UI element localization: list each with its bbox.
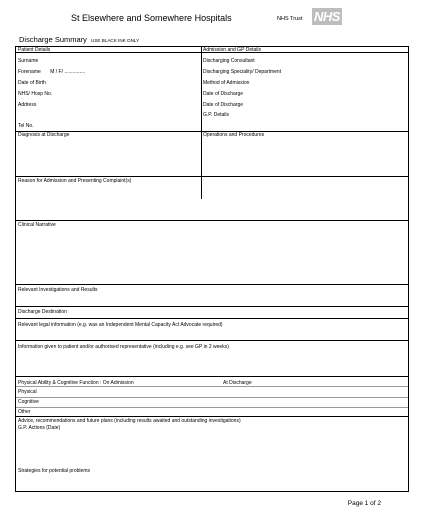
discharge-date-label: Date of Discharge: [203, 102, 244, 108]
form-divider: [16, 407, 408, 408]
diagnosis-label: Diagnosis at Discharge: [18, 132, 70, 138]
nhs-logo: NHS: [312, 8, 342, 25]
dob-label: Date of Birth: [18, 80, 46, 86]
address-label: Address: [18, 102, 37, 108]
admission-date-label: Date of Discharge: [203, 91, 244, 97]
specialty-label: Discharging Speciality/ Department: [203, 69, 282, 75]
form-divider: [16, 376, 408, 377]
reason-label: Reason for Admission and Presenting Complaint(s): [18, 178, 132, 184]
form-divider: [16, 397, 408, 398]
legal-info-label: Relevant legal information (e.g. was an Independent Mental Capacity Act Advocate required): [18, 322, 223, 328]
form-divider: [16, 416, 408, 417]
narrative-label: Clinical Narrative: [18, 222, 56, 228]
ability-label: Physical Ability & Cognitive Function : On Admission: [18, 380, 134, 386]
form-divider: [16, 318, 408, 319]
gp-details-label: G.P. Details: [203, 112, 230, 118]
document-title: [19, 35, 139, 44]
investigations-label: Relevant Investigations and Results: [18, 287, 98, 293]
cognitive-label: Cognitive: [18, 399, 39, 405]
sex-field: M / F/ ...............: [50, 69, 86, 75]
advice-label: Advice, recommendations and future plans (including results awaited and outstanding investigations): [18, 418, 241, 424]
operations-label: Operations and Procedures: [203, 132, 265, 138]
page-number: Page 1 of 2: [347, 500, 381, 507]
tel-label: Tel No.: [18, 123, 34, 129]
form-divider: [16, 306, 408, 307]
other-label: Other: [18, 409, 31, 415]
form-divider: [16, 220, 408, 221]
discharge-form: [15, 46, 409, 492]
at-discharge-label: At Discharge: [223, 380, 252, 386]
hospital-name: St Elsewhere and Somewhere Hospitals: [71, 13, 232, 23]
form-divider: [16, 340, 408, 341]
forename-text: Forename: [18, 69, 41, 75]
consultant-label: Discharging Consultant: [203, 58, 255, 64]
patient-details-heading: Patient Details: [18, 47, 51, 53]
destination-label: Discharge Destination: [18, 309, 67, 315]
gp-actions-label: G.P. Actions (Date): [18, 425, 61, 431]
forename-label: [18, 69, 85, 75]
form-divider: [16, 386, 408, 387]
form-divider: [16, 284, 408, 285]
title-main: Discharge Summary: [19, 35, 87, 44]
form-divider: [16, 176, 408, 177]
admission-details-heading: Admission and GP Details: [203, 47, 261, 53]
title-note: USE BLACK INK ONLY: [91, 38, 140, 43]
strategies-label: Strategies for potential problems: [18, 468, 90, 474]
nhs-trust-label: NHS Trust: [277, 16, 303, 22]
info-given-label: Information given to patient and/or authorised representative (including e.g. see GP in 2 weeks): [18, 344, 229, 350]
nhs-number-label: NHS/ Hosp No.: [18, 91, 53, 97]
surname-label: Surname: [18, 58, 39, 64]
admission-method-label: Method of Admission: [203, 80, 250, 86]
physical-label: Physical: [18, 389, 37, 395]
